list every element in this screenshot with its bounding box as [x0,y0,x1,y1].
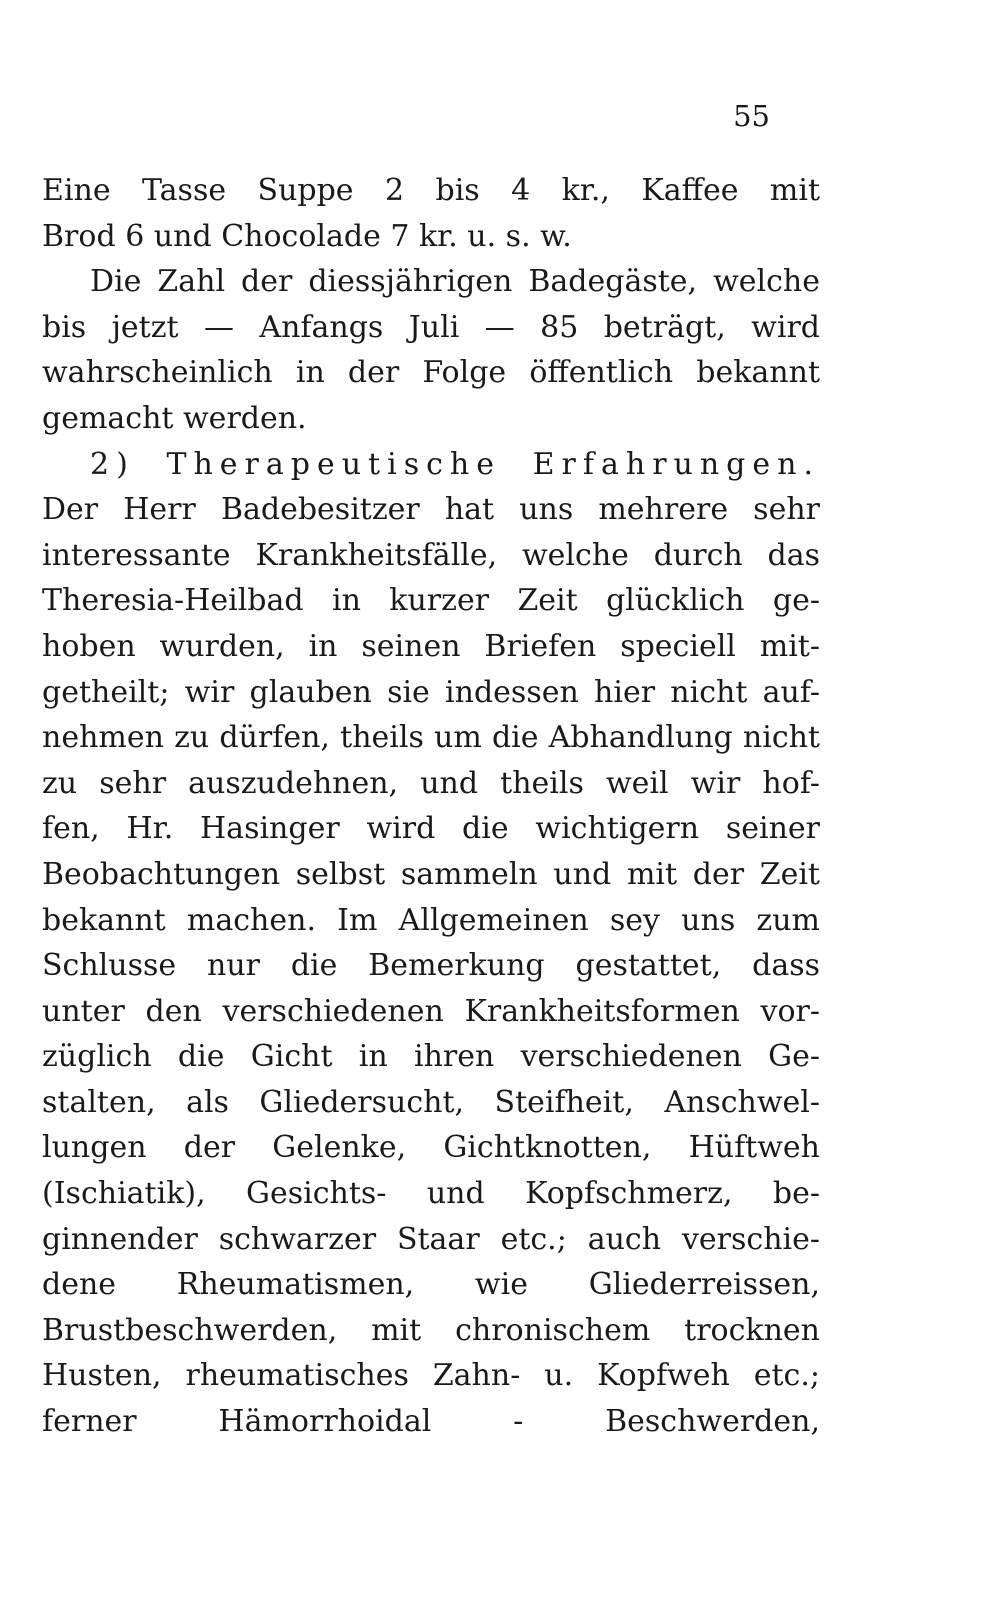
text-line: züglich die Gicht in ihren verschiedenen Ge- [42,1039,820,1075]
text-line: fen, Hr. Hasinger wird die wichtigern seiner [42,811,820,847]
text-line: Schlusse nur die Bemerkung gestattet, dass [42,948,820,984]
text-line: lungen der Gelenke, Gichtknotten, Hüftweh [42,1130,820,1166]
text-line: Die Zahl der diessjährigen Badegäste, welche [90,264,820,300]
text-line: (Ischiatik), Gesichts- und Kopfschmerz, be- [42,1176,820,1212]
text-line: 2) Therapeutische Erfahrungen. [90,446,820,482]
text-line: bis jetzt — Anfangs Juli — 85 beträgt, wird [42,309,820,345]
text-line: Brustbeschwerden, mit chronischem trocknen [42,1312,820,1348]
text-line: Theresia-Heilbad in kurzer Zeit glücklich ge- [42,583,820,619]
text-line: getheilt; wir glauben sie indessen hier nicht auf- [42,674,820,710]
text-line: gemacht werden. [42,400,307,436]
text-line: unter den verschiedenen Krankheitsformen vor- [42,993,820,1029]
text-line: ferner Hämorrhoidal - Beschwerden, [42,1404,820,1440]
text-line: zu sehr auszudehnen, und theils weil wir hof- [42,765,820,801]
text-line: interessante Krankheitsfälle, welche durch das [42,537,820,573]
text-line: ginnender schwarzer Staar etc.; auch verschie- [42,1221,820,1257]
text-line: Eine Tasse Suppe 2 bis 4 kr., Kaffee mit [42,173,820,208]
text-line: wahrscheinlich in der Folge öffentlich bekannt [42,355,820,391]
text-line: bekannt machen. Im Allgemeinen sey uns zum [42,902,820,938]
text-line: hoben wurden, in seinen Briefen speciell mit- [42,628,820,664]
text-line: dene Rheumatismen, wie Gliederreissen, [42,1267,820,1303]
text-line: stalten, als Gliedersucht, Steifheit, Anschwel- [42,1084,820,1120]
text-line: Husten, rheumatisches Zahn- u. Kopfweh etc.; [42,1358,820,1394]
text-line: Der Herr Badebesitzer hat uns mehrere sehr [42,492,820,528]
text-line: Beobachtungen selbst sammeln und mit der Zeit [42,856,820,892]
body-text [42,168,820,1445]
text-line: Brod 6 und Chocolade 7 kr. u. s. w. [42,218,572,254]
text-line: nehmen zu dürfen, theils um die Abhandlung nicht [42,720,820,756]
page-number: 55 [733,99,770,133]
